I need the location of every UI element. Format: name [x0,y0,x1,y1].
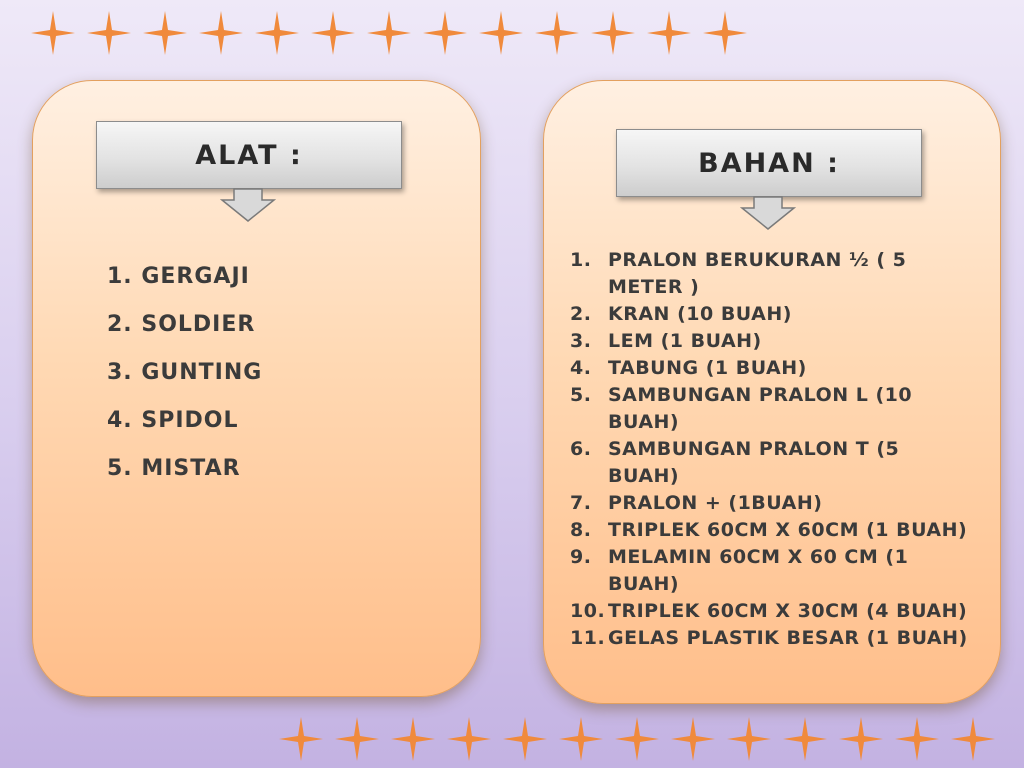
bottom-star-row [278,716,996,762]
item-number: 3. [107,360,133,385]
bahan-panel [543,80,1001,704]
list-item [570,544,970,598]
four-point-star-icon [702,10,748,56]
four-point-star-icon [646,10,692,56]
list-item [570,382,970,436]
item-label: TABUNG (1 BUAH) [608,357,807,379]
four-point-star-icon [782,716,828,762]
list-item [570,328,970,355]
alat-panel [32,80,481,697]
four-point-star-icon [310,10,356,56]
four-point-star-icon [198,10,244,56]
item-label: LEM (1 BUAH) [608,330,762,352]
item-label: PRALON BERUKURAN ½ ( 5 METER ) [608,249,907,298]
item-label: KRAN (10 BUAH) [608,303,792,325]
item-number: 2. [570,303,592,325]
four-point-star-icon [334,716,380,762]
item-number: 4. [570,357,592,379]
four-point-star-icon [142,10,188,56]
item-label: SAMBUNGAN PRALON L (10 BUAH) [608,384,913,433]
four-point-star-icon [278,716,324,762]
four-point-star-icon [30,10,76,56]
four-point-star-icon [670,716,716,762]
item-number: 9. [570,546,592,568]
item-label: MISTAR [141,456,241,481]
list-item [107,263,262,311]
item-label: GERGAJI [141,264,250,289]
list-item [570,598,970,625]
item-number: 10. [570,600,606,622]
item-label: MELAMIN 60CM X 60 CM (1 BUAH) [608,546,909,595]
item-number: 3. [570,330,592,352]
four-point-star-icon [726,716,772,762]
item-number: 8. [570,519,592,541]
list-item [570,247,970,301]
item-number: 5. [570,384,592,406]
list-item [107,407,262,455]
list-item [570,355,970,382]
four-point-star-icon [838,716,884,762]
list-item [107,455,262,503]
item-label: SPIDOL [141,408,239,433]
four-point-star-icon [614,716,660,762]
four-point-star-icon [534,10,580,56]
four-point-star-icon [390,716,436,762]
four-point-star-icon [478,10,524,56]
four-point-star-icon [502,716,548,762]
four-point-star-icon [950,716,996,762]
item-label: GELAS PLASTIK BESAR (1 BUAH) [608,627,968,649]
list-item [570,301,970,328]
list-item [570,436,970,490]
item-number: 2. [107,312,133,337]
item-number: 7. [570,492,592,514]
alat-title: ALAT : [96,121,402,189]
item-label: PRALON + (1BUAH) [608,492,823,514]
item-number: 6. [570,438,592,460]
four-point-star-icon [446,716,492,762]
bahan-list [570,247,970,652]
four-point-star-icon [86,10,132,56]
item-number: 1. [570,249,592,271]
four-point-star-icon [590,10,636,56]
list-item [107,359,262,407]
four-point-star-icon [894,716,940,762]
four-point-star-icon [558,716,604,762]
four-point-star-icon [422,10,468,56]
alat-list [107,263,262,503]
down-arrow-icon [740,196,796,230]
item-label: SAMBUNGAN PRALON T (5 BUAH) [608,438,900,487]
item-label: SOLDIER [141,312,256,337]
item-label: TRIPLEK 60CM X 30CM (4 BUAH) [608,600,968,622]
list-item [107,311,262,359]
four-point-star-icon [254,10,300,56]
top-star-row [30,10,748,56]
item-number: 11. [570,627,606,649]
item-label: GUNTING [141,360,263,385]
list-item [570,625,970,652]
four-point-star-icon [366,10,412,56]
item-number: 5. [107,456,133,481]
list-item [570,490,970,517]
item-label: TRIPLEK 60CM X 60CM (1 BUAH) [608,519,968,541]
down-arrow-icon [220,188,276,222]
item-number: 4. [107,408,133,433]
bahan-title: BAHAN : [616,129,922,197]
item-number: 1. [107,264,133,289]
list-item [570,517,970,544]
